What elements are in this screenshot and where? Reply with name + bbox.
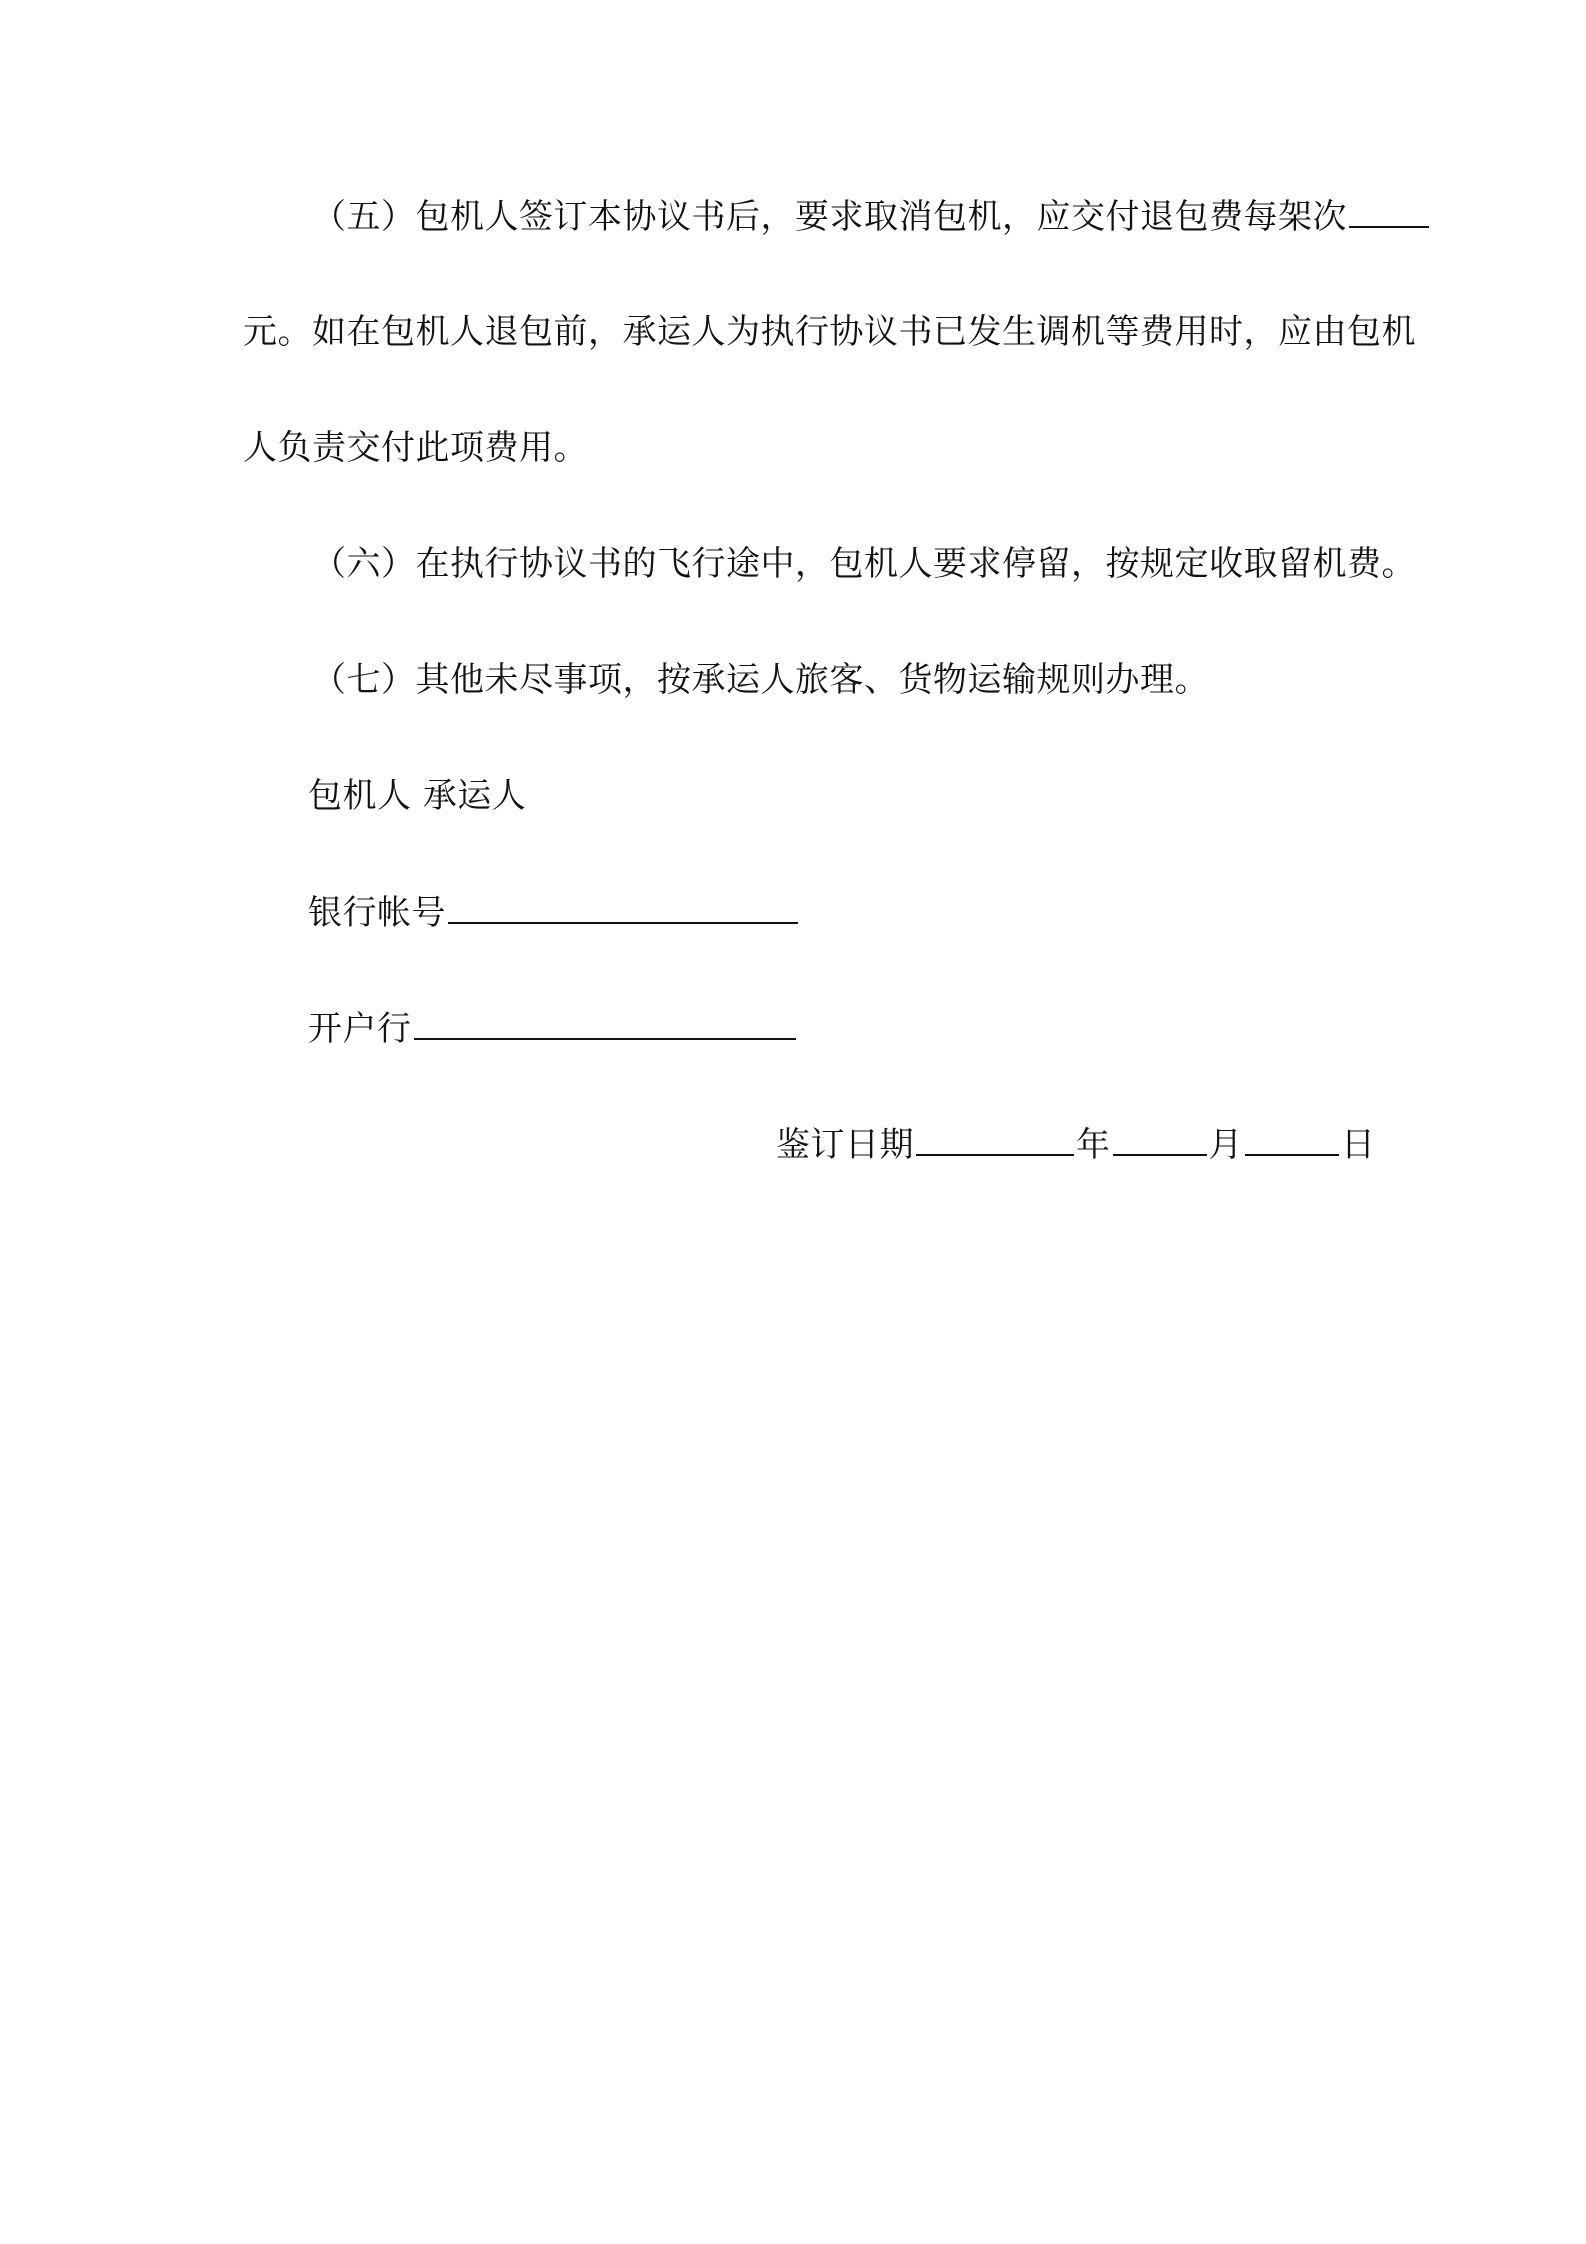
clause-7: （七）其他未尽事项，按承运人旅客、货物运输规则办理。 — [312, 660, 1209, 700]
bank-account-blank — [448, 892, 798, 924]
bank-account-row — [308, 892, 800, 933]
clause-5-line-3: 人负责交付此项费用。 — [243, 428, 588, 468]
day-blank — [1245, 1124, 1339, 1156]
bank-blank — [414, 1008, 796, 1040]
month-label: 月 — [1208, 1125, 1243, 1165]
clause-6: （六）在执行协议书的飞行途中，包机人要求停留，按规定收取留机费。 — [312, 544, 1416, 584]
clause-5-line-2: 元。如在包机人退包前，承运人为执行协议书已发生调机等费用时，应由包机 — [243, 312, 1416, 352]
signing-date-row — [776, 1124, 1376, 1165]
year-label: 年 — [1076, 1125, 1111, 1165]
date-label: 鉴订日期 — [776, 1125, 914, 1165]
refund-fee-blank — [1349, 196, 1429, 228]
year-blank — [916, 1124, 1074, 1156]
clause-5-line-1 — [312, 196, 1431, 237]
bank-label: 开户行 — [308, 1009, 412, 1049]
clause-5-text: （五）包机人签订本协议书后，要求取消包机，应交付退包费每架次 — [312, 197, 1347, 237]
bank-row — [308, 1008, 798, 1049]
bank-account-label: 银行帐号 — [308, 893, 446, 933]
signature-parties: 包机人 承运人 — [308, 776, 527, 816]
day-label: 日 — [1341, 1125, 1376, 1165]
month-blank — [1113, 1124, 1207, 1156]
